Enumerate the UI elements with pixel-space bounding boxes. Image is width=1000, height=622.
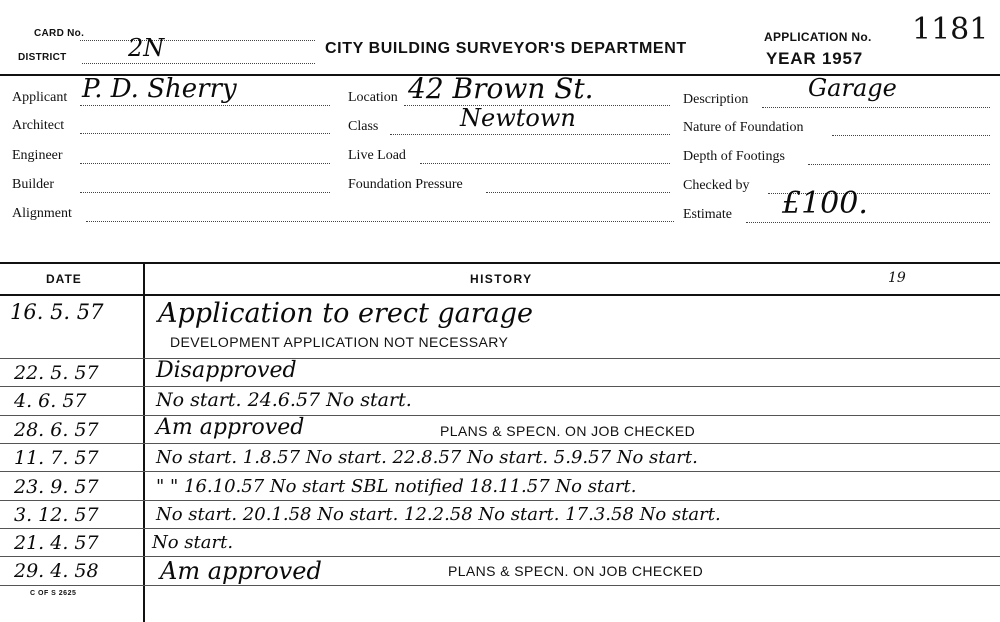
applicant-label: Applicant <box>12 90 68 105</box>
history-row-entry: Disapproved <box>156 358 297 383</box>
department-title: CITY BUILDING SURVEYOR'S DEPARTMENT <box>325 40 687 57</box>
table-rule <box>0 528 1000 529</box>
history-row-entry: Am approved <box>156 415 305 440</box>
description-value: Garage <box>808 74 897 102</box>
table-rule <box>0 443 1000 444</box>
history-row-date: 11. 7. 57 <box>14 447 99 469</box>
live-load-label: Live Load <box>348 148 406 163</box>
builder-line <box>80 192 330 193</box>
alignment-label: Alignment <box>12 206 72 221</box>
depth-of-footings-label: Depth of Footings <box>683 149 785 164</box>
foundation-pressure-label: Foundation Pressure <box>348 177 463 192</box>
application-label: APPLICATION No. <box>764 30 872 44</box>
date-header: DATE <box>46 272 82 286</box>
class-value: Newtown <box>460 104 576 132</box>
table-rule <box>0 358 1000 359</box>
date-column-divider <box>143 262 145 622</box>
history-row-date: 21. 4. 57 <box>14 532 99 554</box>
architect-label: Architect <box>12 118 65 133</box>
estimate-line <box>746 222 990 223</box>
history-row-stamp: PLANS & SPECN. ON JOB CHECKED <box>440 423 696 439</box>
builder-label: Builder <box>12 177 54 192</box>
history-row-entry: No start. 24.6.57 No start. <box>156 389 412 411</box>
history-row-entry: No start. 20.1.58 No start. 12.2.58 No start. 17.3.58 No start. <box>156 504 721 525</box>
history-row-date: 28. 6. 57 <box>14 419 99 441</box>
history-row-stamp: PLANS & SPECN. ON JOB CHECKED <box>448 563 704 579</box>
history-row-entry: Am approved <box>160 557 322 585</box>
history-row-date: 22. 5. 57 <box>14 362 99 384</box>
alignment-line <box>86 221 674 222</box>
applicant-line <box>80 105 330 106</box>
card-no-label: CARD No. <box>34 28 85 39</box>
nature-of-foundation-line <box>832 135 990 136</box>
history-row-stamp: DEVELOPMENT APPLICATION NOT NECESSARY <box>170 334 509 350</box>
location-label: Location <box>348 90 398 105</box>
history-row-entry: Application to erect garage <box>158 298 534 329</box>
architect-line <box>80 133 330 134</box>
history-header: HISTORY <box>470 272 533 286</box>
location-value: 42 Brown St. <box>408 72 594 105</box>
applicant-value: P. D. Sherry <box>82 74 237 104</box>
live-load-line <box>420 163 670 164</box>
engineer-label: Engineer <box>12 148 63 163</box>
district-value: 2N <box>128 34 165 62</box>
history-row-date: 23. 9. 57 <box>14 476 99 498</box>
nature-of-foundation-label: Nature of Foundation <box>683 120 804 135</box>
table-rule <box>0 500 1000 501</box>
card-no-line <box>80 40 315 41</box>
table-header-rule <box>0 294 1000 296</box>
history-row-date: 16. 5. 57 <box>10 300 104 324</box>
year-suffix: 19 <box>888 270 906 286</box>
year-label: YEAR 1957 <box>766 49 863 68</box>
estimate-label: Estimate <box>683 207 732 222</box>
history-row-date: 4. 6. 57 <box>14 390 87 412</box>
table-rule <box>0 471 1000 472</box>
description-label: Description <box>683 92 749 107</box>
district-label: DISTRICT <box>18 52 67 63</box>
table-rule <box>0 556 1000 557</box>
history-row-entry: No start. <box>152 532 234 553</box>
checked-by-label: Checked by <box>683 178 750 193</box>
application-number: 1181 <box>912 12 989 47</box>
table-rule <box>0 386 1000 387</box>
estimate-value: £100. <box>782 186 868 221</box>
table-rule <box>0 585 1000 586</box>
history-row-entry: " " 16.10.57 No start SBL notified 18.11.57 No start. <box>156 476 637 497</box>
history-row-date: 3. 12. 57 <box>14 504 99 526</box>
history-row-date: 29. 4. 58 <box>14 560 99 582</box>
class-label: Class <box>348 119 379 134</box>
description-line <box>762 107 990 108</box>
district-line <box>82 63 315 64</box>
form-code: C OF S 2625 <box>30 590 77 597</box>
engineer-line <box>80 163 330 164</box>
depth-of-footings-line <box>808 164 990 165</box>
history-row-entry: No start. 1.8.57 No start. 22.8.57 No start. 5.9.57 No start. <box>156 447 698 468</box>
class-line <box>390 134 670 135</box>
table-rule <box>0 415 1000 416</box>
table-top-rule <box>0 262 1000 264</box>
foundation-pressure-line <box>486 192 670 193</box>
